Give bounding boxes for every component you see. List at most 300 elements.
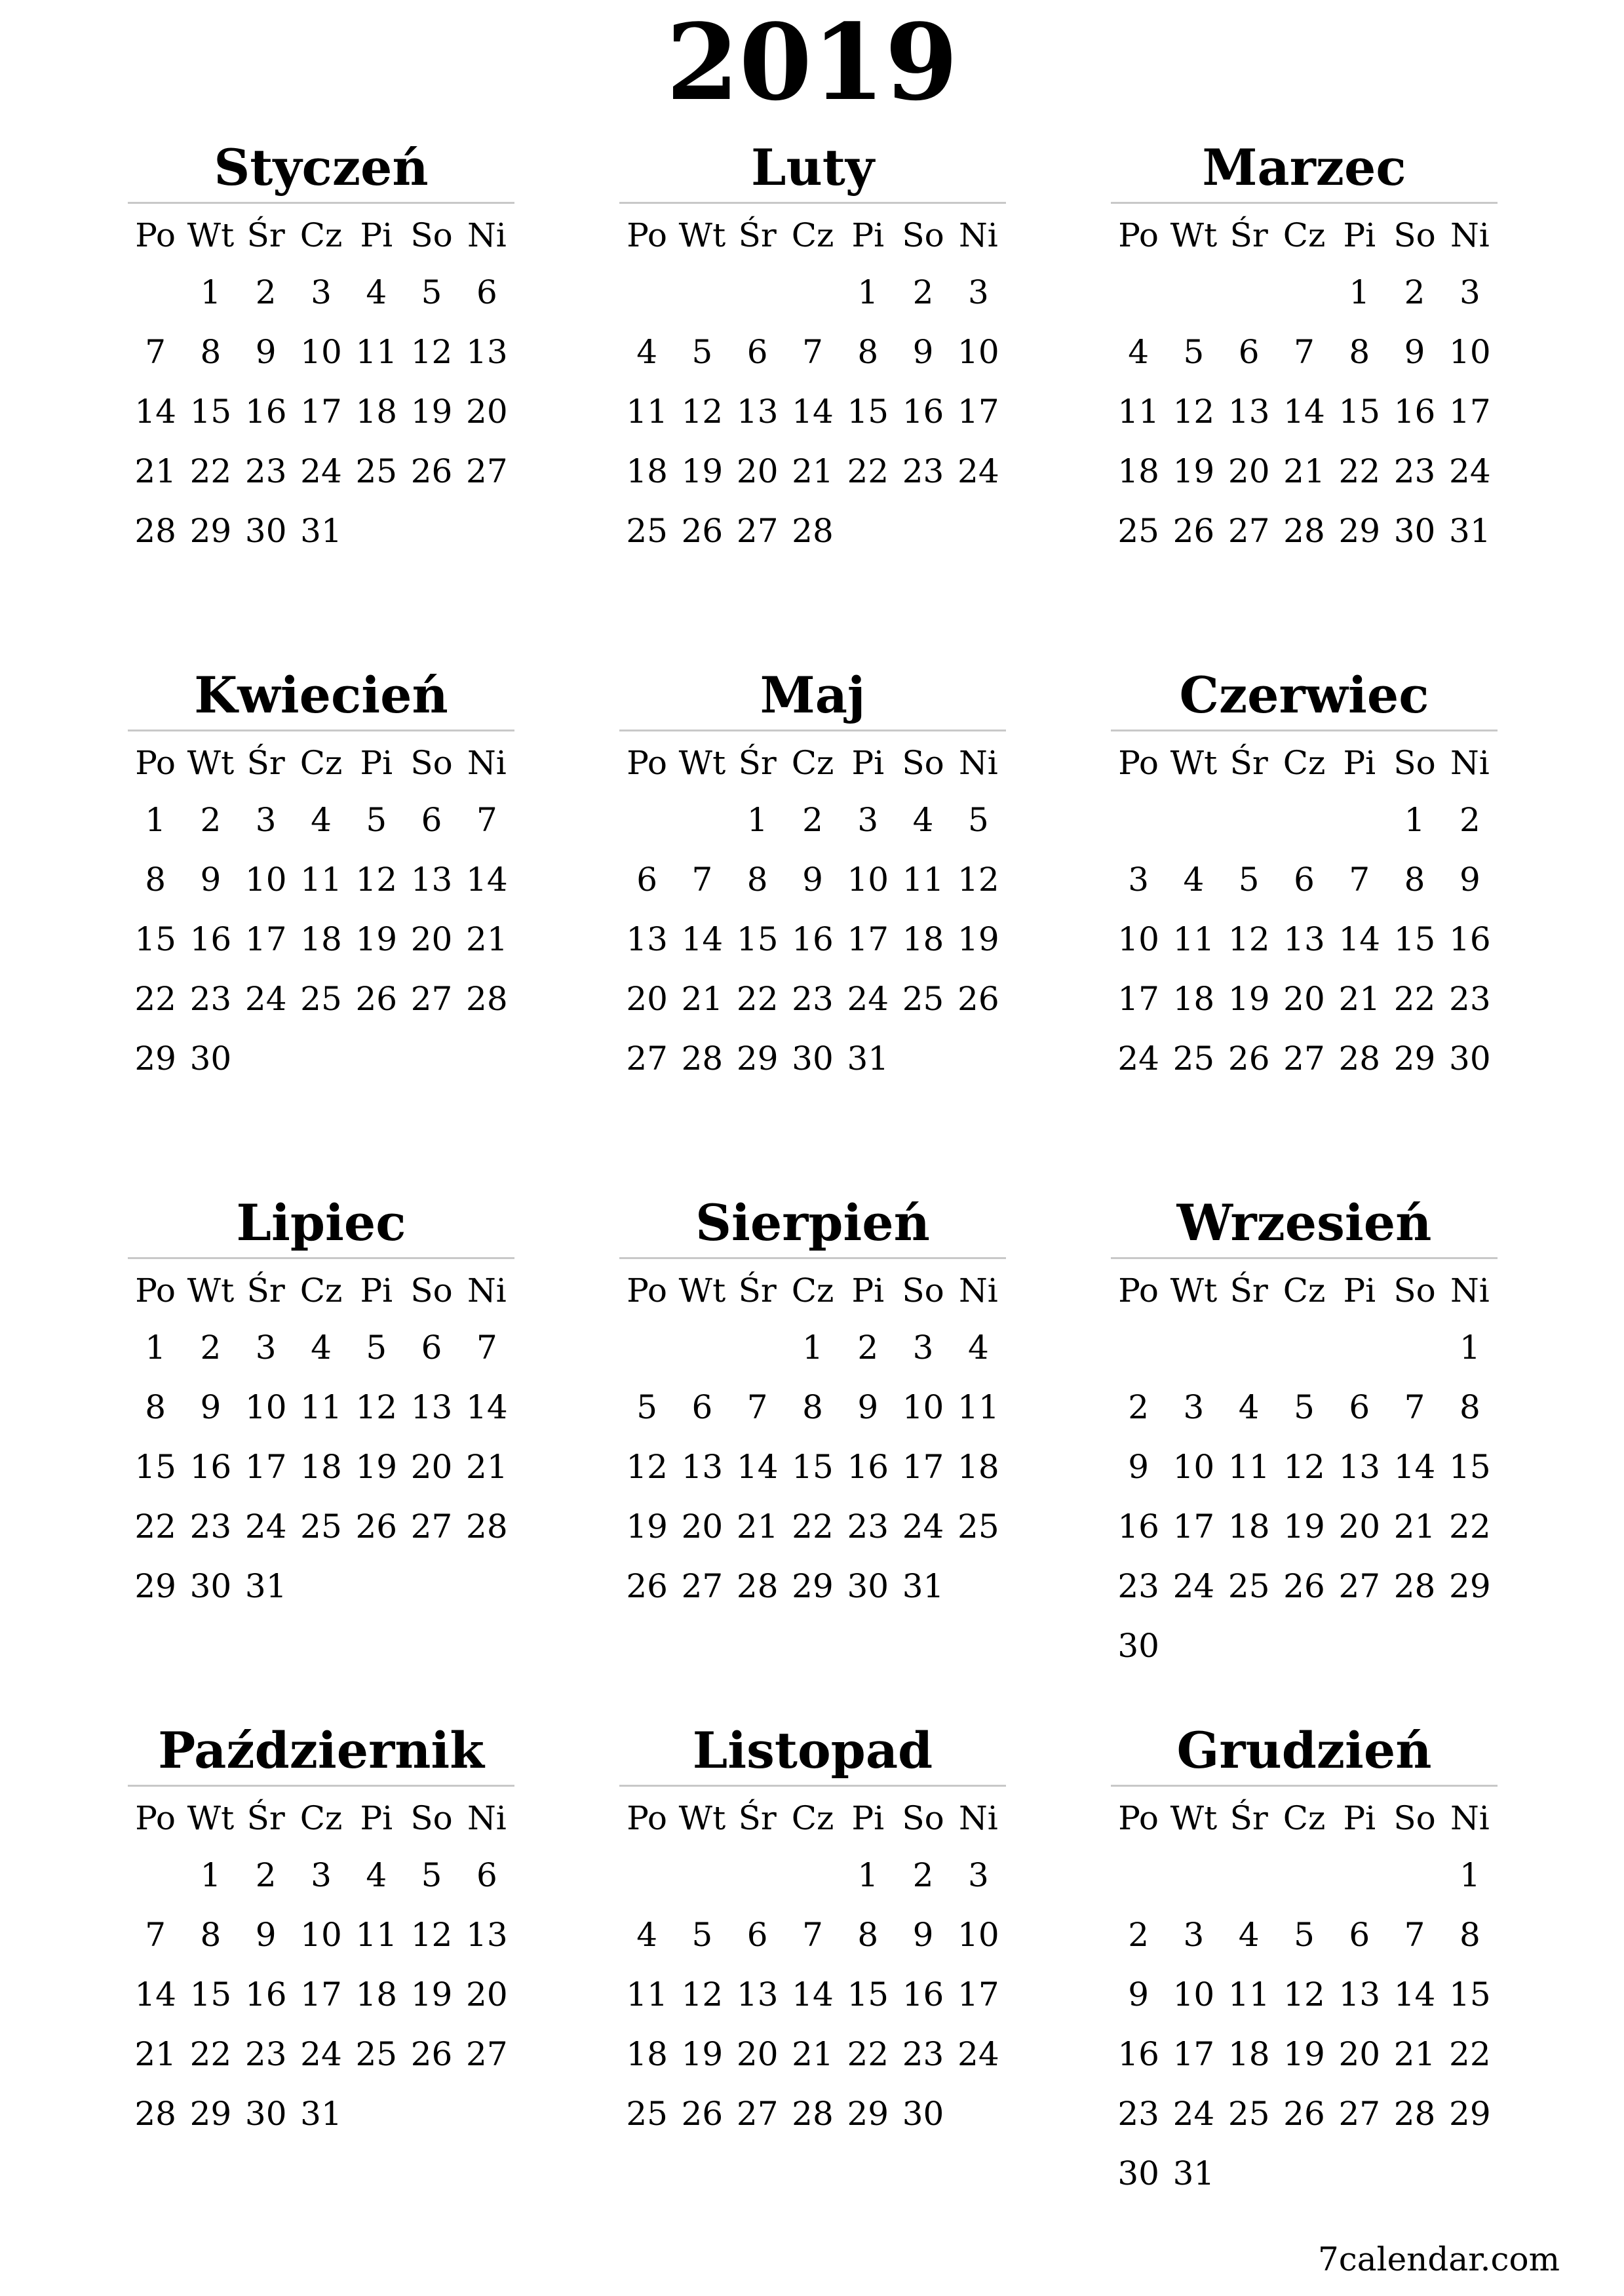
day-number: 31 <box>1449 512 1491 550</box>
empty-day-cell <box>785 1846 840 1905</box>
day-number: 1 <box>857 1856 879 1894</box>
day-number: 24 <box>902 1508 944 1546</box>
day-number: 28 <box>134 512 176 550</box>
day-number: 27 <box>1338 1567 1381 1605</box>
weekday-header: Pi <box>1343 1799 1376 1837</box>
day-number: 10 <box>300 333 342 371</box>
day-number: 2 <box>200 1329 222 1367</box>
empty-day-cell <box>1166 790 1221 850</box>
weekday-header: Śr <box>1229 1799 1268 1837</box>
day-number: 20 <box>736 2035 779 2073</box>
day-number: 28 <box>1393 1567 1436 1605</box>
empty-day-cell <box>1166 1846 1221 1905</box>
day-number: 17 <box>847 920 889 958</box>
day-number: 29 <box>792 1567 834 1605</box>
day-number: 14 <box>792 1975 834 2014</box>
empty-day-cell <box>1222 790 1277 850</box>
day-number: 15 <box>847 1975 889 2014</box>
month-name: Wrzesień <box>1176 1194 1432 1252</box>
year-title: 2019 <box>666 1 958 124</box>
month-name: Czerwiec <box>1179 666 1429 724</box>
day-number: 29 <box>134 1040 176 1078</box>
day-number: 18 <box>355 1975 398 2014</box>
day-number: 1 <box>200 1856 222 1894</box>
day-number: 15 <box>134 920 176 958</box>
weekday-header: Śr <box>738 216 777 254</box>
day-number: 31 <box>300 2095 342 2133</box>
day-number: 13 <box>1338 1975 1381 2014</box>
day-number: 21 <box>134 452 176 490</box>
day-number: 2 <box>255 1856 277 1894</box>
day-number: 1 <box>746 801 768 839</box>
day-number: 25 <box>957 1508 999 1546</box>
empty-day-cell <box>1222 1318 1277 1378</box>
day-number: 27 <box>1283 1040 1325 1078</box>
weekday-header: Pi <box>360 1799 393 1837</box>
weekday-header: Cz <box>1283 1272 1326 1310</box>
day-number: 8 <box>1459 1916 1480 1954</box>
day-number: 5 <box>421 1856 442 1894</box>
day-number: 19 <box>626 1508 668 1546</box>
weekday-header: Pi <box>851 744 885 782</box>
day-number: 12 <box>681 1975 724 2014</box>
day-number: 26 <box>410 452 453 490</box>
day-number: 8 <box>200 333 222 371</box>
day-number: 14 <box>1393 1448 1436 1486</box>
weekday-header: Śr <box>246 216 285 254</box>
weekday-header: Ni <box>467 216 507 254</box>
empty-day-cell <box>1332 1318 1387 1378</box>
day-number: 30 <box>244 2095 287 2133</box>
day-number: 12 <box>1228 920 1270 958</box>
weekday-header: Wt <box>187 744 235 782</box>
day-number: 26 <box>355 1508 398 1546</box>
day-number: 21 <box>792 2035 834 2073</box>
day-number: 28 <box>1393 2095 1436 2133</box>
month-block <box>128 128 514 561</box>
day-number: 23 <box>189 1508 232 1546</box>
day-number: 25 <box>1172 1040 1215 1078</box>
day-number: 15 <box>792 1448 834 1486</box>
day-number: 22 <box>134 980 176 1018</box>
day-number: 4 <box>1128 333 1150 371</box>
weekday-header: Po <box>1118 1799 1159 1837</box>
day-number: 4 <box>1183 861 1205 899</box>
empty-day-cell <box>785 263 840 322</box>
day-number: 9 <box>200 861 222 899</box>
weekday-header: Cz <box>300 1799 343 1837</box>
day-grid <box>619 1259 1006 1616</box>
day-number: 24 <box>1117 1040 1159 1078</box>
empty-day-cell <box>1111 790 1166 850</box>
day-number: 30 <box>847 1567 889 1605</box>
day-number: 17 <box>1172 2035 1215 2073</box>
day-number: 20 <box>626 980 668 1018</box>
day-number: 8 <box>1349 333 1370 371</box>
weekday-header: Po <box>627 744 667 782</box>
weekday-header: Wt <box>1170 1799 1218 1837</box>
day-number: 7 <box>1404 1916 1425 1954</box>
day-number: 1 <box>1404 801 1425 839</box>
empty-day-cell <box>619 790 674 850</box>
day-number: 19 <box>355 920 398 958</box>
day-number: 17 <box>1449 393 1491 431</box>
day-number: 9 <box>200 1388 222 1426</box>
weekday-header: So <box>1393 744 1436 782</box>
day-number: 23 <box>1449 980 1491 1018</box>
day-number: 14 <box>792 393 834 431</box>
day-number: 30 <box>189 1567 232 1605</box>
day-number: 2 <box>200 801 222 839</box>
day-number: 18 <box>1228 2035 1270 2073</box>
weekday-header: Po <box>627 1799 667 1837</box>
day-number: 23 <box>244 452 287 490</box>
day-number: 7 <box>1294 333 1315 371</box>
day-number: 28 <box>1338 1040 1381 1078</box>
weekday-header: Pi <box>851 216 885 254</box>
day-number: 3 <box>912 1329 934 1367</box>
empty-day-cell <box>619 1846 674 1905</box>
day-number: 17 <box>1172 1508 1215 1546</box>
day-number: 8 <box>746 861 768 899</box>
day-number: 20 <box>1228 452 1270 490</box>
weekday-header: Śr <box>246 1799 285 1837</box>
empty-day-cell <box>1222 263 1277 322</box>
weekday-header: So <box>410 744 453 782</box>
day-number: 28 <box>1283 512 1325 550</box>
empty-day-cell <box>1387 1846 1442 1905</box>
day-number: 15 <box>189 1975 232 2014</box>
day-number: 26 <box>681 512 724 550</box>
empty-day-cell <box>1332 790 1387 850</box>
day-number: 1 <box>200 273 222 311</box>
day-number: 13 <box>466 333 508 371</box>
empty-day-cell <box>1166 263 1221 322</box>
day-number: 14 <box>1393 1975 1436 2014</box>
day-number: 10 <box>300 1916 342 1954</box>
day-number: 16 <box>244 393 287 431</box>
weekday-header: Ni <box>1450 744 1490 782</box>
day-number: 18 <box>300 920 342 958</box>
weekday-header: Śr <box>738 1272 777 1310</box>
day-number: 20 <box>736 452 779 490</box>
weekday-header: Pi <box>851 1799 885 1837</box>
day-number: 24 <box>300 2035 342 2073</box>
day-number: 6 <box>476 273 497 311</box>
empty-day-cell <box>674 1846 729 1905</box>
weekday-header: Pi <box>360 1272 393 1310</box>
day-number: 29 <box>736 1040 779 1078</box>
day-number: 4 <box>311 1329 332 1367</box>
day-number: 8 <box>1459 1388 1480 1426</box>
day-number: 4 <box>636 1916 658 1954</box>
day-number: 15 <box>1393 920 1436 958</box>
day-number: 3 <box>1183 1388 1205 1426</box>
day-number: 6 <box>746 1916 768 1954</box>
day-number: 24 <box>300 452 342 490</box>
day-grid <box>128 1259 514 1616</box>
day-number: 29 <box>1393 1040 1436 1078</box>
month-name: Listopad <box>692 1721 933 1780</box>
empty-day-cell <box>674 263 729 322</box>
day-number: 27 <box>626 1040 668 1078</box>
day-number: 15 <box>134 1448 176 1486</box>
month-block <box>1111 1711 1498 2204</box>
day-number: 6 <box>1294 861 1315 899</box>
day-number: 21 <box>1393 2035 1436 2073</box>
empty-day-cell <box>674 1318 729 1378</box>
day-number: 19 <box>410 393 453 431</box>
day-number: 25 <box>902 980 944 1018</box>
day-number: 5 <box>691 333 713 371</box>
day-number: 20 <box>466 393 508 431</box>
day-number: 10 <box>1172 1448 1215 1486</box>
weekday-header: Po <box>1118 1272 1159 1310</box>
day-number: 13 <box>736 393 779 431</box>
day-number: 25 <box>626 512 668 550</box>
day-number: 13 <box>466 1916 508 1954</box>
day-number: 10 <box>957 1916 999 1954</box>
day-number: 5 <box>421 273 442 311</box>
day-number: 16 <box>902 393 944 431</box>
month-block <box>619 1184 1006 1616</box>
weekday-header: Wt <box>678 1799 726 1837</box>
day-number: 26 <box>1228 1040 1270 1078</box>
weekday-header: Ni <box>467 1799 507 1837</box>
day-number: 6 <box>421 1329 442 1367</box>
month-block <box>128 656 514 1089</box>
day-number: 3 <box>1459 273 1480 311</box>
day-number: 16 <box>847 1448 889 1486</box>
weekday-header: Pi <box>1343 216 1376 254</box>
day-number: 7 <box>476 801 497 839</box>
day-number: 9 <box>1404 333 1425 371</box>
day-number: 7 <box>145 333 166 371</box>
day-number: 4 <box>311 801 332 839</box>
day-number: 21 <box>134 2035 176 2073</box>
day-number: 5 <box>967 801 989 839</box>
day-number: 22 <box>1393 980 1436 1018</box>
day-number: 27 <box>1338 2095 1381 2133</box>
day-number: 17 <box>300 1975 342 2014</box>
day-number: 23 <box>1117 1567 1159 1605</box>
day-number: 6 <box>746 333 768 371</box>
weekday-header: Wt <box>678 1272 726 1310</box>
day-number: 11 <box>355 333 398 371</box>
day-number: 11 <box>300 861 342 899</box>
day-number: 18 <box>1228 1508 1270 1546</box>
day-number: 6 <box>1349 1916 1370 1954</box>
day-number: 7 <box>1404 1388 1425 1426</box>
day-number: 20 <box>1338 1508 1381 1546</box>
day-number: 26 <box>681 2095 724 2133</box>
day-number: 23 <box>189 980 232 1018</box>
weekday-header: Pi <box>360 744 393 782</box>
weekday-header: Wt <box>1170 744 1218 782</box>
day-number: 8 <box>145 861 166 899</box>
day-number: 12 <box>1283 1448 1325 1486</box>
day-number: 31 <box>847 1040 889 1078</box>
day-number: 14 <box>1338 920 1381 958</box>
day-number: 16 <box>189 1448 232 1486</box>
day-number: 3 <box>255 801 277 839</box>
weekday-header: Cz <box>300 216 343 254</box>
day-number: 24 <box>957 452 999 490</box>
day-number: 9 <box>255 333 277 371</box>
day-number: 13 <box>626 920 668 958</box>
day-number: 8 <box>200 1916 222 1954</box>
weekday-header: Śr <box>738 1799 777 1837</box>
weekday-header: Ni <box>1450 1272 1490 1310</box>
day-number: 8 <box>857 1916 879 1954</box>
day-number: 10 <box>244 861 287 899</box>
day-number: 22 <box>1449 1508 1491 1546</box>
day-number: 10 <box>1449 333 1491 371</box>
day-number: 6 <box>636 861 658 899</box>
weekday-header: Po <box>627 1272 667 1310</box>
day-number: 11 <box>300 1388 342 1426</box>
day-number: 11 <box>626 1975 668 2014</box>
month-block <box>128 1184 514 1616</box>
day-number: 2 <box>1128 1916 1150 1954</box>
day-number: 14 <box>681 920 724 958</box>
day-number: 12 <box>1172 393 1215 431</box>
weekday-header: So <box>410 1272 453 1310</box>
month-name: Kwiecień <box>194 666 448 724</box>
day-number: 24 <box>244 980 287 1018</box>
day-number: 24 <box>847 980 889 1018</box>
day-number: 22 <box>736 980 779 1018</box>
day-number: 9 <box>857 1388 879 1426</box>
day-number: 23 <box>902 452 944 490</box>
day-number: 2 <box>1404 273 1425 311</box>
day-number: 10 <box>847 861 889 899</box>
day-number: 22 <box>1338 452 1381 490</box>
empty-day-cell <box>619 1318 674 1378</box>
day-number: 11 <box>1228 1975 1270 2014</box>
day-number: 25 <box>1117 512 1159 550</box>
weekday-header: So <box>410 216 453 254</box>
day-number: 10 <box>1117 920 1159 958</box>
day-number: 19 <box>957 920 999 958</box>
month-block <box>1111 656 1498 1089</box>
day-number: 28 <box>466 1508 508 1546</box>
weekday-header: Wt <box>187 216 235 254</box>
day-number: 16 <box>1117 2035 1159 2073</box>
day-number: 25 <box>300 1508 342 1546</box>
empty-day-cell <box>1111 1846 1166 1905</box>
day-number: 22 <box>792 1508 834 1546</box>
weekday-header: So <box>1393 216 1436 254</box>
empty-day-cell <box>1277 1318 1332 1378</box>
weekday-header: Śr <box>1229 216 1268 254</box>
day-grid <box>128 731 514 1089</box>
day-grid <box>1111 1787 1498 2204</box>
day-number: 29 <box>189 2095 232 2133</box>
day-number: 12 <box>410 333 453 371</box>
day-number: 8 <box>857 333 879 371</box>
day-number: 19 <box>355 1448 398 1486</box>
day-grid <box>619 204 1006 561</box>
day-number: 3 <box>967 273 989 311</box>
day-number: 25 <box>355 2035 398 2073</box>
weekday-header: Cz <box>300 744 343 782</box>
day-number: 17 <box>300 393 342 431</box>
day-number: 4 <box>967 1329 989 1367</box>
empty-day-cell <box>1277 790 1332 850</box>
weekday-header: Cz <box>1283 1799 1326 1837</box>
weekday-header: Wt <box>678 744 726 782</box>
weekday-header: Cz <box>791 216 834 254</box>
day-number: 5 <box>1183 333 1205 371</box>
weekday-header: Cz <box>791 1272 834 1310</box>
day-number: 26 <box>410 2035 453 2073</box>
day-number: 24 <box>957 2035 999 2073</box>
day-number: 23 <box>1117 2095 1159 2133</box>
day-number: 12 <box>681 393 724 431</box>
empty-day-cell <box>674 790 729 850</box>
day-number: 1 <box>1459 1856 1480 1894</box>
day-number: 4 <box>366 273 387 311</box>
day-number: 15 <box>1449 1448 1491 1486</box>
day-grid <box>128 204 514 561</box>
day-number: 9 <box>1128 1975 1150 2014</box>
weekday-header: Po <box>135 744 176 782</box>
month-name: Marzec <box>1202 138 1406 197</box>
empty-day-cell <box>730 1318 785 1378</box>
day-number: 1 <box>857 273 879 311</box>
day-number: 7 <box>746 1388 768 1426</box>
day-number: 4 <box>912 801 934 839</box>
day-number: 16 <box>189 920 232 958</box>
day-number: 18 <box>626 2035 668 2073</box>
day-number: 30 <box>189 1040 232 1078</box>
day-number: 29 <box>847 2095 889 2133</box>
weekday-header: Śr <box>1229 744 1268 782</box>
day-grid <box>619 1787 1006 2144</box>
day-number: 19 <box>681 452 724 490</box>
day-number: 16 <box>902 1975 944 2014</box>
day-number: 23 <box>847 1508 889 1546</box>
day-number: 25 <box>300 980 342 1018</box>
day-number: 4 <box>1238 1388 1260 1426</box>
day-number: 8 <box>802 1388 823 1426</box>
day-number: 30 <box>1117 1627 1159 1665</box>
day-number: 21 <box>681 980 724 1018</box>
day-number: 15 <box>847 393 889 431</box>
day-number: 28 <box>792 512 834 550</box>
weekday-header: Śr <box>738 744 777 782</box>
month-block <box>619 656 1006 1089</box>
day-number: 12 <box>957 861 999 899</box>
day-number: 22 <box>189 452 232 490</box>
day-number: 14 <box>1283 393 1325 431</box>
day-number: 3 <box>1128 861 1150 899</box>
day-number: 12 <box>626 1448 668 1486</box>
empty-day-cell <box>128 1846 183 1905</box>
day-number: 26 <box>1283 2095 1325 2133</box>
day-number: 16 <box>244 1975 287 2014</box>
day-number: 30 <box>1449 1040 1491 1078</box>
weekday-header: Cz <box>1283 216 1326 254</box>
day-grid <box>128 1787 514 2144</box>
day-number: 19 <box>1283 1508 1325 1546</box>
day-number: 7 <box>1349 861 1370 899</box>
weekday-header: Cz <box>791 744 834 782</box>
month-name: Maj <box>760 666 866 724</box>
day-number: 11 <box>1117 393 1159 431</box>
site-credit: 7calendar.com <box>1317 2240 1560 2278</box>
